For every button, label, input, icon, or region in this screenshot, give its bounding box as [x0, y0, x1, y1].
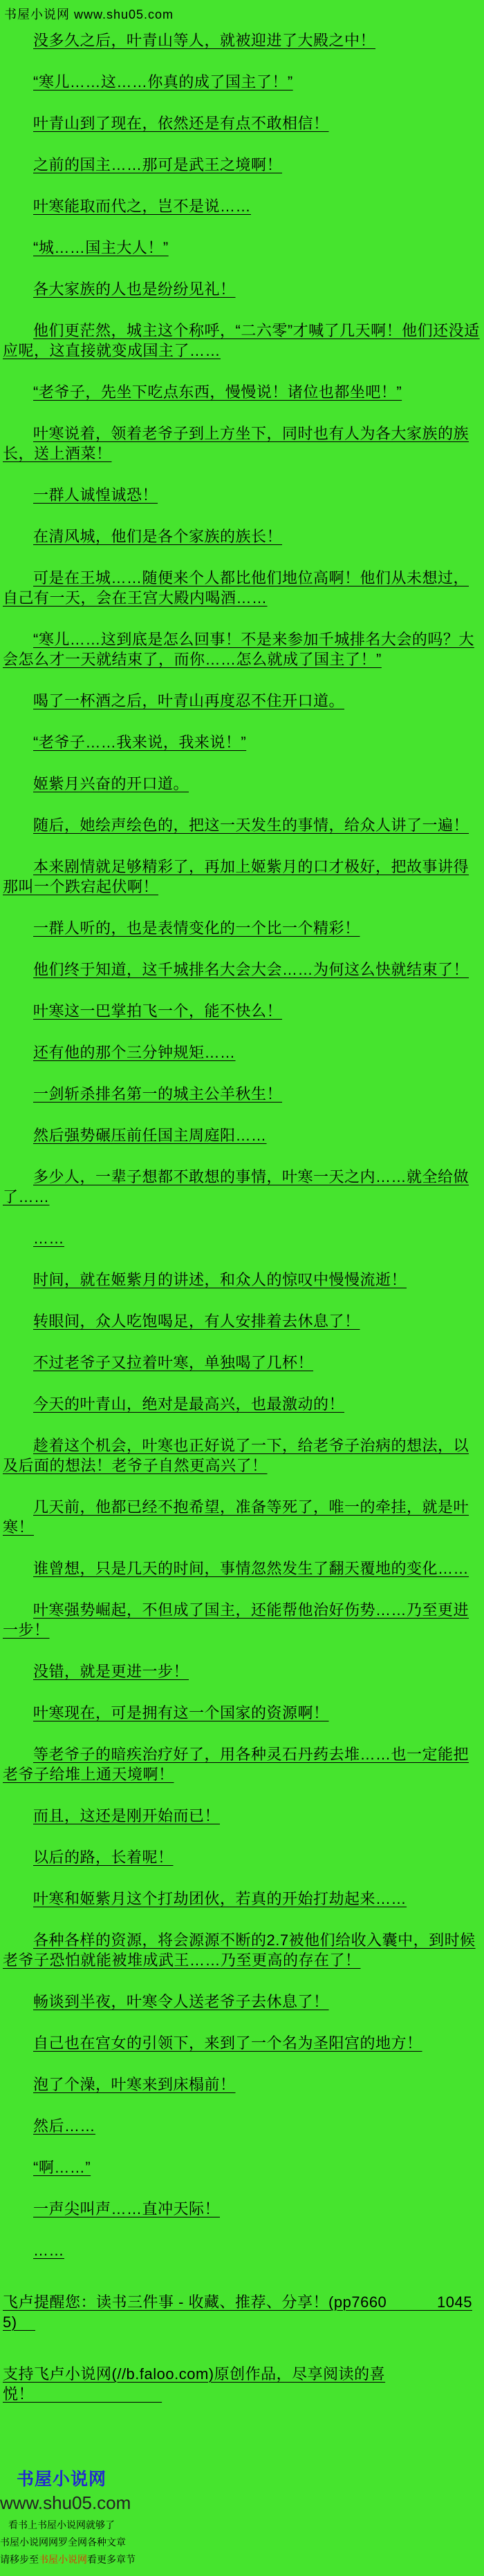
novel-paragraph: 没错，就是更进一步！ [33, 1663, 189, 1680]
novel-paragraph: 各大家族的人也是纷纷见礼！ [33, 280, 236, 298]
novel-paragraph: 转眼间，众人吃饱喝足，有人安排着去休息了！ [33, 1313, 360, 1330]
chapter-content [0, 22, 484, 2404]
novel-paragraph: …… [33, 1230, 64, 1247]
novel-paragraph: 畅谈到半夜，叶寒令人送老爷子去休息了！ [33, 1993, 329, 2010]
novel-paragraph: 趁着这个机会，叶寒也正好说了一下，给老爷子治病的想法，以及后面的想法！老爷子自然更高兴了！ [3, 1437, 469, 1474]
novel-paragraph: 姬紫月兴奋的开口道。 [33, 775, 189, 792]
novel-paragraph: 之前的国主……那可是武王之境啊！ [33, 156, 283, 173]
novel-paragraph: 多少人，一辈子想都不敢想的事情，叶寒一天之内……就全给做了…… [3, 1168, 469, 1205]
novel-paragraph: 还有他的那个三分钟规矩…… [33, 1044, 236, 1061]
novel-paragraph: 时间，就在姬紫月的讲述，和众人的惊叹中慢慢流逝！ [33, 1271, 407, 1288]
novel-paragraph: 在清风城，他们是各个家族的族长！ [33, 528, 283, 545]
novel-paragraph: 谁曾想，只是几天的时间，事情忽然发生了翻天覆地的变化…… [33, 1560, 469, 1577]
novel-paragraph: 他们更茫然，城主这个称呼，“二六零”才喊了几天啊！他们还没适应呢，这直接就变成国主了…… [3, 322, 480, 359]
novel-paragraph: “寒儿……这……你真的成了国主了！” [33, 73, 293, 90]
novel-paragraph: 没多久之后，叶青山等人，就被迎进了大殿之中！ [33, 32, 376, 49]
novel-paragraph: 各种各样的资源，将会源源不断的2.7被他们给收入囊中，到时候老爷子恐怕就能被堆成武王……乃至更高的存在了！ [3, 1931, 476, 1969]
novel-paragraph: 叶青山到了现在，依然还是有点不敢相信！ [33, 115, 329, 132]
novel-paragraph: “啊……” [33, 2159, 91, 2176]
footer-slogan-2: 书屋小说网网罗全网各种文章 [0, 2537, 126, 2548]
novel-paragraph: 然后强势碾压前任国主周庭阳…… [33, 1127, 267, 1144]
footer-site-url-link[interactable]: www.shu05.com [0, 2492, 131, 2513]
novel-paragraph: 几天前，他都已经不抱希望，准备等死了，唯一的牵挂，就是叶寒！ [3, 1498, 469, 1536]
novel-paragraph: 一声尖叫声……直冲天际！ [33, 2200, 221, 2217]
novel-paragraph: 一群人诚惶诚恐！ [33, 486, 158, 504]
novel-paragraph: 自己也在宫女的引领下，来到了一个名为圣阳宫的地方！ [33, 2034, 422, 2052]
novel-paragraph: 随后，她绘声绘色的，把这一天发生的事情，给众人讲了一遍！ [33, 817, 469, 834]
footer-more-prefix: 请移步至 [0, 2554, 39, 2565]
novel-paragraph: 一剑斩杀排名第一的城主公羊秋生！ [33, 1085, 283, 1103]
novel-paragraph: 叶寒现在，可是拥有这一个国家的资源啊！ [33, 1704, 329, 1721]
novel-paragraph: 飞卢提醒您：读书三件事 - 收藏、推荐、分享！(pp7660 10455) [3, 2293, 472, 2331]
novel-paragraph: 而且，这还是刚开始而已！ [33, 1807, 221, 1824]
footer-more-line [0, 2554, 136, 2565]
footer-more-suffix: 看更多章节 [87, 2554, 136, 2565]
novel-paragraph: 以后的路，长着呢！ [33, 1849, 174, 1866]
novel-paragraph: 叶寒这一巴掌拍飞一个，能不快么！ [33, 1002, 283, 1020]
novel-paragraph: 可是在王城……随便来个人都比他们地位高啊！他们从未想过，自己有一天，会在王宫大殿内喝酒…… [3, 569, 469, 607]
novel-paragraph: 泡了个澡，叶寒来到床榻前！ [33, 2076, 236, 2093]
novel-paragraph: 然后…… [33, 2117, 96, 2135]
novel-paragraph: 叶寒说着，领着老爷子到上方坐下，同时也有人为各大家族的族长，送上酒菜！ [3, 425, 469, 462]
novel-paragraph: “老爷子……我来说，我来说！” [33, 734, 247, 751]
footer-site-name-link[interactable]: 书屋小说网 [16, 2470, 106, 2489]
footer-slogan-1: 看书上书屋小说网就够了 [8, 2519, 115, 2530]
novel-paragraph: 不过老爷子又拉着叶寒，单独喝了几杯！ [33, 1354, 314, 1371]
novel-paragraph: …… [33, 2242, 64, 2259]
site-header-label: 书屋小说网 www.shu05.com [4, 8, 174, 21]
novel-paragraph: 叶寒能取而代之，岂不是说…… [33, 198, 252, 215]
novel-paragraph: “城……国主大人！” [33, 239, 169, 256]
novel-paragraph: 一群人听的，也是表情变化的一个比一个精彩！ [33, 919, 360, 937]
novel-paragraph: 叶寒和姬紫月这个打劫团伙，若真的开始打劫起来…… [33, 1890, 407, 1907]
novel-paragraph: 叶寒强势崛起，不但成了国主，还能帮他治好伤势……乃至更进一步！ [3, 1601, 469, 1639]
novel-paragraphs [3, 30, 481, 2404]
footer-more-site-link[interactable]: 书屋小说网 [39, 2554, 87, 2565]
novel-paragraph: 等老爷子的暗疾治疗好了，用各种灵石丹药去堆……也一定能把老爷子给堆上通天境啊！ [3, 1746, 469, 1783]
novel-paragraph: “寒儿……这到底是怎么回事！不是来参加千城排名大会的吗？大会怎么才一天就结束了，而你……怎么就成了国主了！” [3, 631, 474, 668]
novel-paragraph: “老爷子，先坐下吃点东西，慢慢说！诸位也都坐吧！” [33, 383, 402, 401]
novel-paragraph: 他们终于知道，这千城排名大会大会……为何这么快就结束了！ [33, 961, 469, 978]
novel-paragraph: 今天的叶青山，绝对是最高兴，也最激动的！ [33, 1395, 345, 1413]
novel-paragraph: 支持飞卢小说网(//b.faloo.com)原创作品，尽享阅读的喜悦！ [3, 2365, 386, 2403]
footer-brand-block [0, 2469, 136, 2565]
novel-paragraph: 本来剧情就足够精彩了，再加上姬紫月的口才极好，把故事讲得那叫一个跌宕起伏啊！ [3, 858, 469, 895]
novel-paragraph: 喝了一杯酒之后，叶青山再度忍不住开口道。 [33, 692, 345, 709]
